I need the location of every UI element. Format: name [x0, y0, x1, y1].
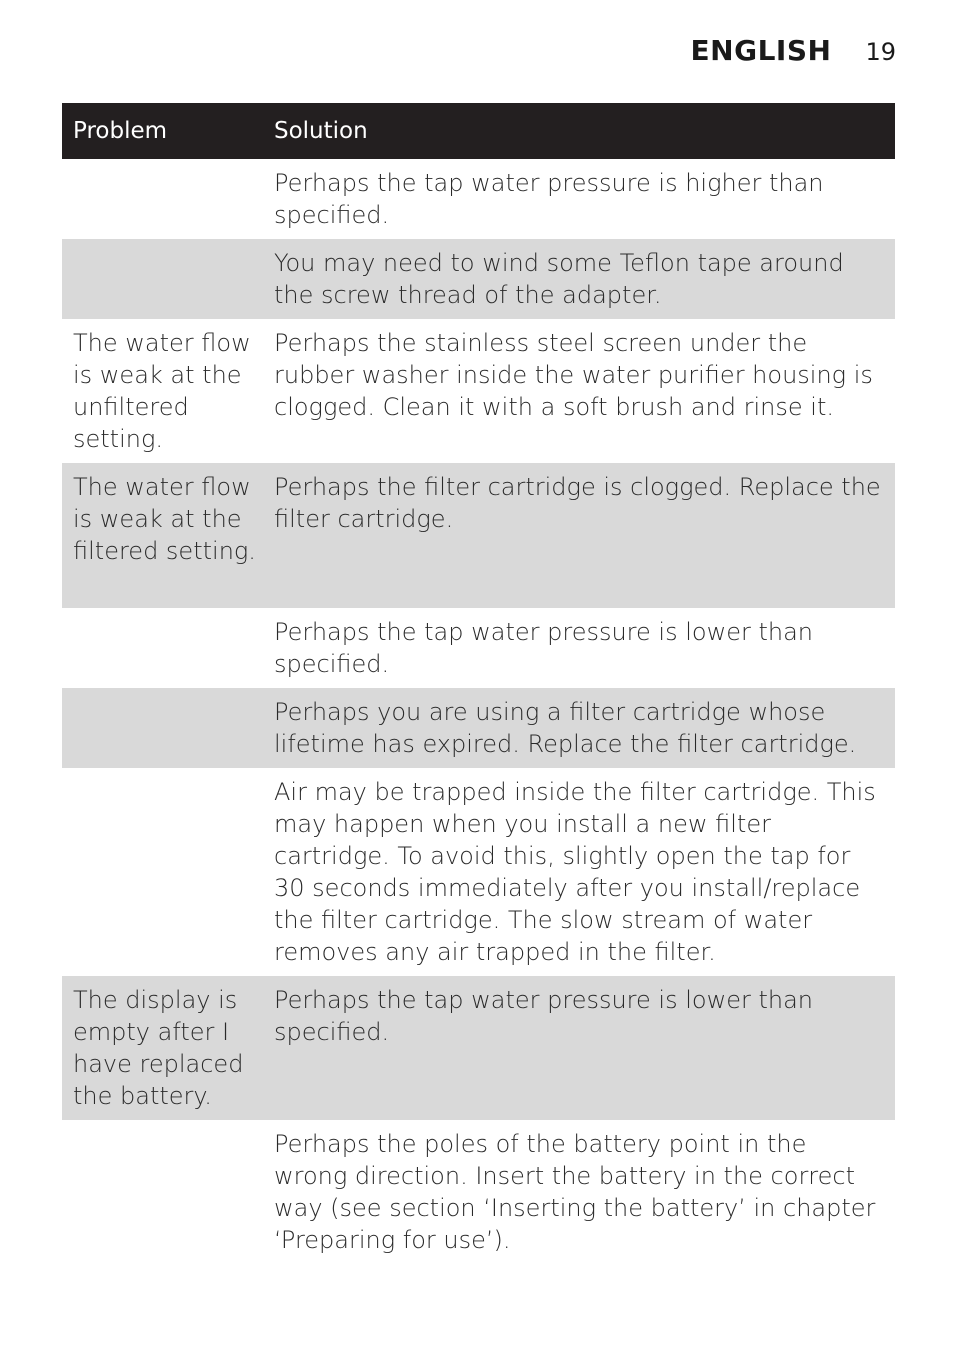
page-header — [691, 34, 896, 67]
solution-cell: Perhaps the tap water pressure is lower than specified. — [274, 618, 813, 678]
table-row — [62, 239, 895, 319]
problem-cell: The display is empty after I have replaced the battery. — [73, 986, 244, 1110]
column-header-solution: Solution — [274, 118, 368, 144]
problem-cell: The water flow is weak at the filtered setting. — [73, 473, 256, 565]
column-header-problem: Problem — [73, 118, 168, 144]
table-row — [62, 1120, 895, 1264]
solution-cell: Air may be trapped inside the filter cartridge. This may happen when you install a new filter cartridge. To avoid this, slightly open the tap for 30 seconds immediately after you install/replace the filter cartridge. The slow stream of water removes any air trapped in the filter. — [274, 778, 876, 966]
solution-cell: Perhaps the poles of the battery point in the wrong direction. Insert the battery in the correct way (see section ‘Inserting the battery’ in chapter ‘Preparing for use’). — [274, 1130, 876, 1254]
solution-cell: Perhaps the filter cartridge is clogged. Replace the filter cartridge. — [274, 473, 881, 533]
problem-cell: The water flow is weak at the unfiltered setting. — [73, 329, 251, 453]
problem-cell — [62, 616, 274, 680]
solution-cell: Perhaps the tap water pressure is higher than specified. — [274, 169, 824, 229]
problem-cell — [62, 1128, 274, 1256]
problem-cell — [62, 247, 274, 311]
table-row — [62, 159, 895, 239]
solution-cell: You may need to wind some Teflon tape around the screw thread of the adapter. — [274, 249, 844, 309]
problem-cell — [62, 167, 274, 231]
table-row — [62, 608, 895, 688]
table-header-row — [62, 103, 895, 159]
language-title: ENGLISH — [690, 34, 832, 67]
troubleshooting-table — [62, 103, 895, 1264]
table-row — [62, 976, 895, 1120]
table-row — [62, 768, 895, 976]
problem-cell — [62, 776, 274, 968]
table-row — [62, 688, 895, 768]
solution-cell: Perhaps the stainless steel screen under the rubber washer inside the water purifier housing is clogged. Clean it with a soft brush and rinse it. — [274, 329, 873, 421]
table-row — [62, 319, 895, 463]
table-row — [62, 463, 895, 608]
page-number: 19 — [865, 38, 896, 66]
solution-cell: Perhaps you are using a filter cartridge whose lifetime has expired. Replace the filter cartridge. — [274, 698, 857, 758]
problem-cell — [62, 696, 274, 760]
solution-cell: Perhaps the tap water pressure is lower than specified. — [274, 986, 813, 1046]
